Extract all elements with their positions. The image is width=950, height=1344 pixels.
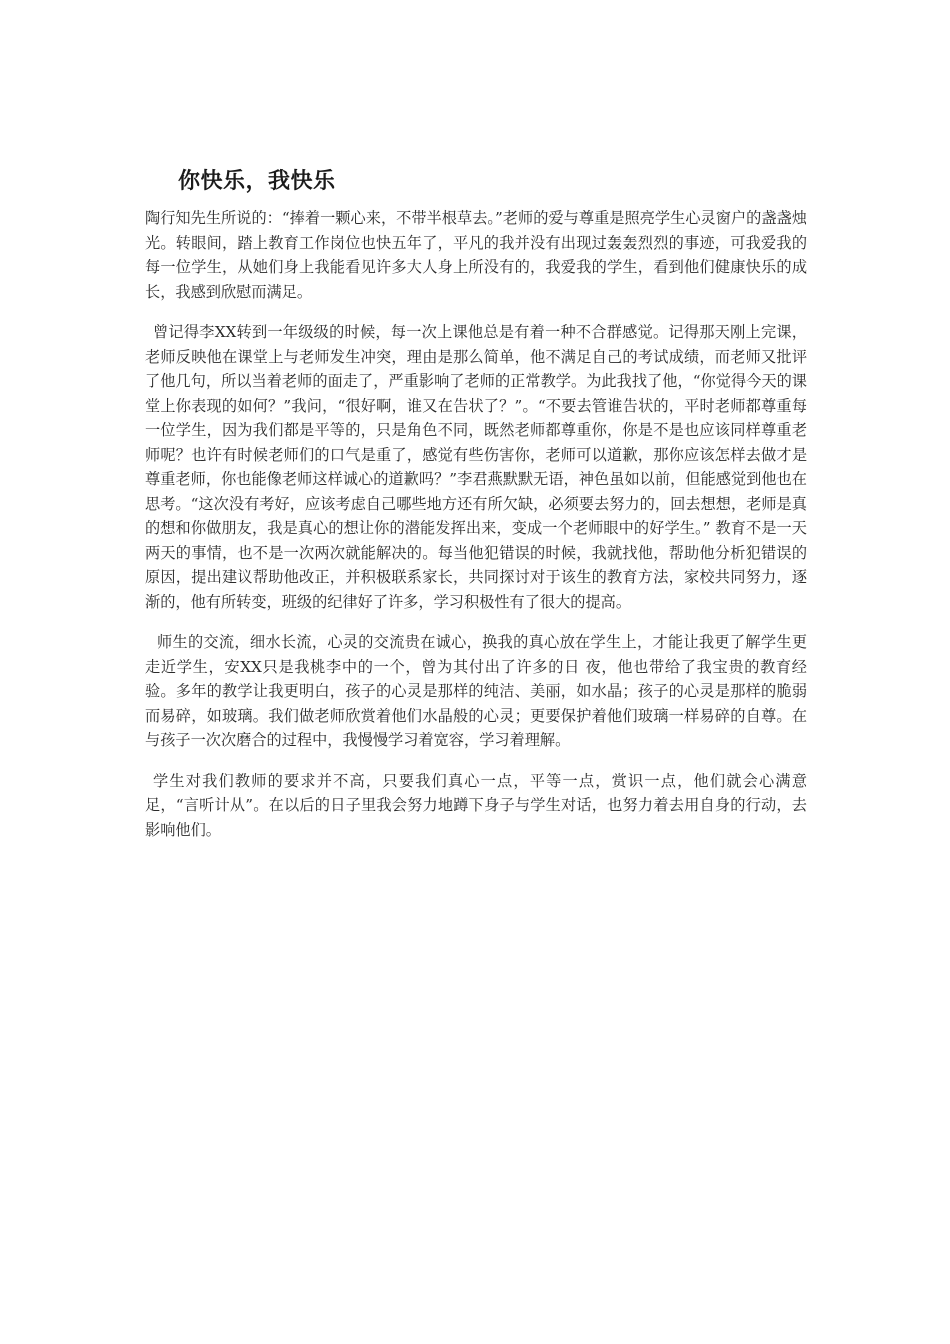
document-body (145, 206, 807, 858)
paragraph-1: 陶行知先生所说的：“捧着一颗心来，不带半根草去。”老师的爱与尊重是照亮学生心灵窗户的盏盏烛光。转眼间，踏上教育工作岗位也快五年了，平凡的我并没有出现过轰轰烈烈的事迹，可我爱我的每一位学生，从她们身上我能看见许多大人身上所没有的，我爱我的学生，看到他们健康快乐的成长，我感到欣慰而满足。 (145, 209, 807, 301)
paragraph-2: 曾记得李XX转到一年级级的时候，每一次上课他总是有着一种不合群感觉。记得那天刚上完课，老师反映他在课堂上与老师发生冲突，理由是那么简单，他不满足自己的考试成绩，而老师又批评了他几句，所以当着老师的面走了，严重影响了老师的正常教学。为此我找了他，“你觉得今天的课堂上你表现的如何？”我问，“很好啊，谁又在告状了？”。“不要去管谁告状的，平时老师都尊重每一位学生，因为我们都是平等的，只是角色不同，既然老师都尊重你，你是不是也应该同样尊重老师呢？也许有时候老师们的口气是重了，感觉有些伤害你，老师可以道歉，那你应该怎样去做才是尊重老师，你也能像老师这样诚心的道歉吗？”李君燕默默无语，神色虽如以前，但能感觉到他也在思考。“这次没有考好，应该考虑自己哪些地方还有所欠缺，必须要去努力的，回去想想，老师是真的想和你做朋友，我是真心的想让你的潜能发挥出来，变成一个老师眼中的好学生。” 教育不是一天两天的事情，也不是一次两次就能解决的。每当他犯错误的时候，我就找他，帮助他分析犯错误的原因，提出建议帮助他改正，并积极联系家长，共同探讨对于该生的教育方法，家校共同努力，逐渐的，他有所转变，班级的纪律好了许多，学习积极性有了很大的提高。 (145, 323, 807, 611)
paragraph-3: 师生的交流，细水长流，心灵的交流贵在诚心，换我的真心放在学生上，才能让我更了解学生更走近学生，安XX只是我桃李中的一个，曾为其付出了许多的日 夜，他也带给了我宝贵的教育经验。多年的教学让我更明白，孩子的心灵是那样的纯洁、美丽，如水晶；孩子的心灵是那样的脆弱而易碎，如玻璃。我们做老师欣赏着他们水晶般的心灵；更要保护着他们玻璃一样易碎的自尊。在与孩子一次次磨合的过程中，我慢慢学习着宽容，学习着理解。 (145, 633, 807, 749)
document-title: 你快乐，我快乐 (178, 169, 336, 194)
paragraph-4: 学生对我们教师的要求并不高，只要我们真心一点，平等一点，赏识一点，他们就会心满意足，“言听计从”。在以后的日子里我会努力地蹲下身子与学生对话，也努力着去用自身的行动，去影响他们。 (145, 771, 807, 839)
